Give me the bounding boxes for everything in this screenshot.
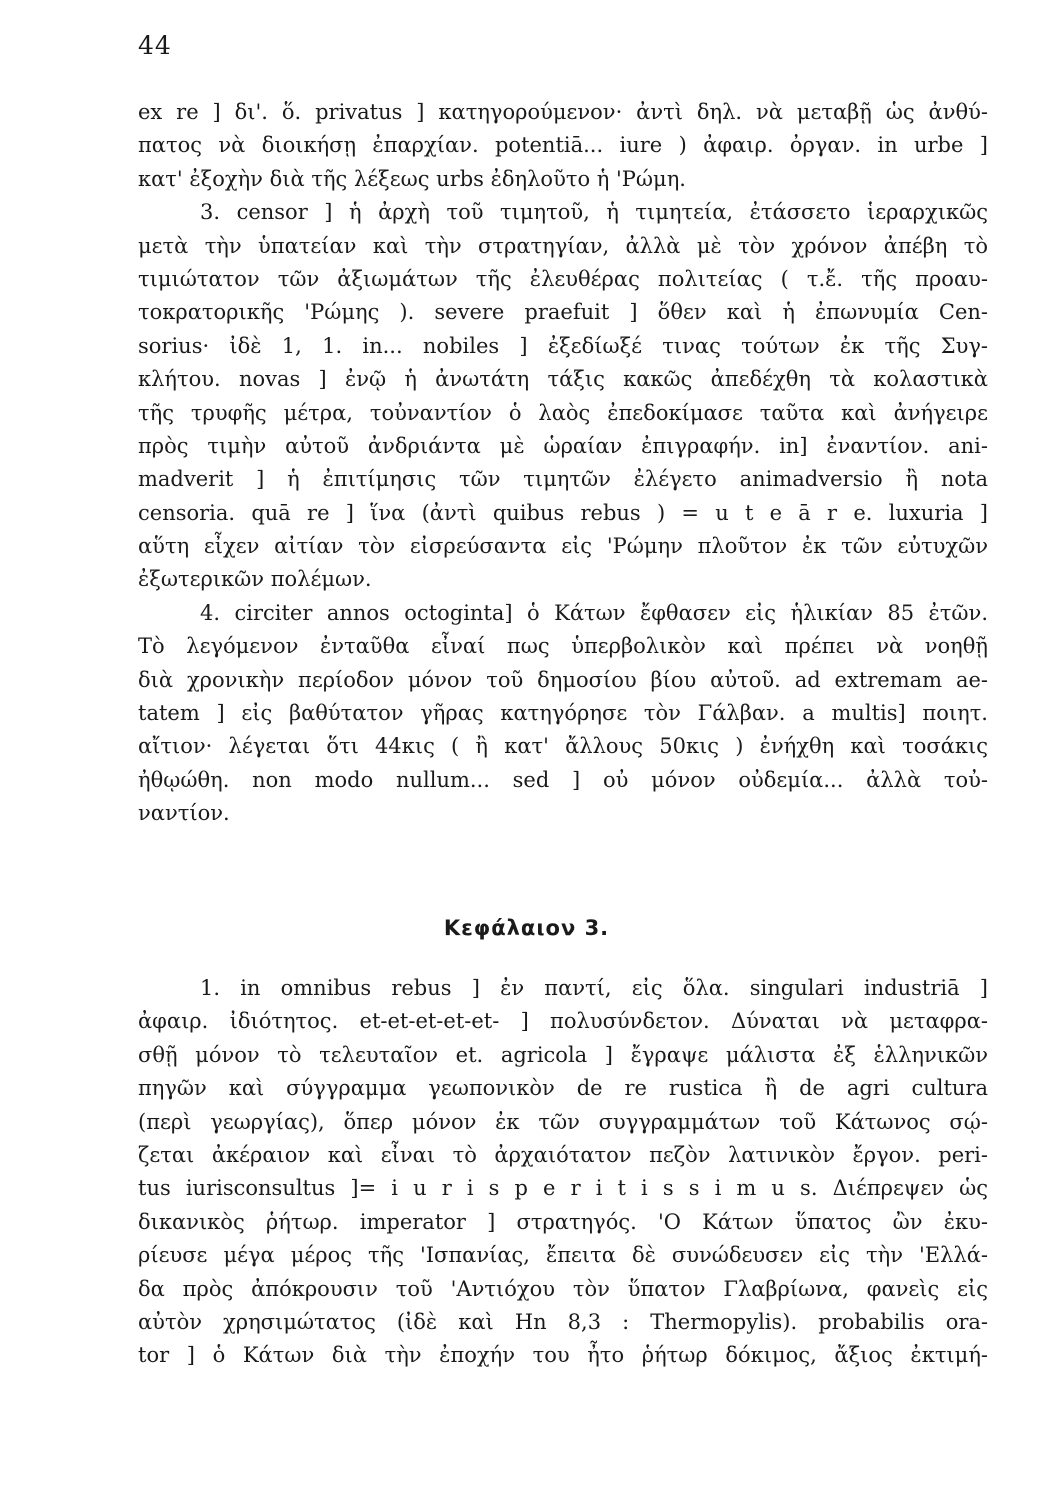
page-number: 44 [138, 31, 172, 60]
text-line: δικανικὸς ῥήτωρ. imperator ] στρατηγός. 'Ο Κάτων ὕπατος ὢν ἐκυ- [138, 1209, 988, 1234]
text-line: Τὸ λεγόμενον ἐνταῦθα εἶναί πως ὑπερβολικὸν καὶ πρέπει νὰ νοηθῇ [138, 634, 988, 659]
text-line: sorius· ἰδὲ 1, 1. in... nobiles ] ἐξεδίωξέ τινας τούτων ἐκ τῆς Συγ- [138, 333, 988, 358]
text-line: censoria. quā re ] ἵνα (ἀντὶ quibus rebus ) = u t e ā r e. luxuria ] [138, 500, 988, 525]
text-line: τοκρατορικῆς 'Ρώμης ). severe praefuit ] ὅθεν καὶ ἡ ἐπωνυμία Cen- [138, 300, 988, 325]
text-line: κλήτου. novas ] ἐνῷ ἡ ἀνωτάτη τάξις κακῶς ἀπεδέχθη τὰ κολαστικὰ [138, 367, 988, 392]
text-line: ναντίον. [138, 801, 230, 826]
text-line: ἀφαιρ. ἰδιότητος. et-et-et-et-et- ] πολυσύνδετον. Δύναται νὰ μεταφρα- [138, 1009, 988, 1034]
text-line: τῆς τρυφῆς μέτρα, τοὐναντίον ὁ λαὸς ἐπεδοκίμασε ταῦτα καὶ ἀνήγειρε [138, 400, 988, 425]
text-line: tor ] ὁ Κάτων διὰ τὴν ἐποχήν του ἦτο ῥήτωρ δόκιμος, ἄξιος ἐκτιμή- [138, 1343, 988, 1368]
commentary-chapter-3 [138, 972, 988, 1373]
text-line: πατος νὰ διοικήσῃ ἐπαρχίαν. potentiā... iure ) ἀφαιρ. ὀργαν. in urbe ] [138, 133, 988, 158]
text-line: μετὰ τὴν ὑπατείαν καὶ τὴν στρατηγίαν, ἀλλὰ μὲ τὸν χρόνον ἀπέβη τὸ [138, 233, 988, 258]
text-line: τιμιώτατον τῶν ἀξιωμάτων τῆς ἐλευθέρας πολιτείας ( τ.ἔ. τῆς προαυ- [138, 266, 988, 291]
text-line: ex re ] δι'. ὅ. privatus ] κατηγορούμενον· ἀντὶ δηλ. νὰ μεταβῇ ὡς ἀνθύ- [138, 100, 988, 124]
text-line: δα πρὸς ἀπόκρουσιν τοῦ 'Αντιόχου τὸν ὕπατον Γλαβρίωνα, φανεὶς εἰς [138, 1276, 988, 1301]
text-line: αὐτὸν χρησιμώτατος (ἰδὲ καὶ Hn 8,3 : Thermopylis). probabilis ora- [138, 1309, 988, 1334]
text-line: (περὶ γεωργίας), ὅπερ μόνον ἐκ τῶν συγγραμμάτων τοῦ Κάτωνος σῴ- [138, 1109, 988, 1134]
text-line: ἐξωτερικῶν πολέμων. [138, 567, 372, 592]
text-line: ρίευσε μέγα μέρος τῆς 'Ισπανίας, ἔπειτα δὲ συνώδευσεν εἰς τὴν 'Ελλά- [138, 1243, 988, 1268]
text-line: tus iurisconsultus ]= i u r i s p e r i t i s s i m u s. Διέπρεψεν ὡς [138, 1176, 988, 1201]
text-line: σθῇ μόνον τὸ τελευταῖον et. agricola ] ἔγραψε μάλιστα ἐξ ἑλληνικῶν [138, 1042, 988, 1067]
chapter-heading: Κεφάλαιον 3. [443, 916, 610, 940]
text-line: 1. in omnibus rebus ] ἐν παντί, εἰς ὅλα. singulari industriā ] [200, 976, 988, 1000]
text-line: πηγῶν καὶ σύγγραμμα γεωπονικὸν de re rustica ἢ de agri cultura [138, 1076, 988, 1101]
text-line: κατ' ἐξοχὴν διὰ τῆς λέξεως urbs ἐδηλοῦτο ἡ 'Ρώμη. [138, 166, 686, 191]
text-line: tatem ] εἰς βαθύτατον γῆρας κατηγόρησε τὸν Γάλβαν. a multis] ποιητ. [138, 701, 988, 726]
text-line: πρὸς τιμὴν αὐτοῦ ἀνδριάντα μὲ ὡραίαν ἐπιγραφήν. in] ἐναντίον. ani- [138, 433, 988, 458]
text-line: ἠθῳώθη. non modo nullum... sed ] οὐ μόνον οὐδεμία... ἀλλὰ τοὐ- [138, 767, 988, 792]
commentary-section-2 [138, 96, 988, 831]
text-line: αὕτη εἶχεν αἰτίαν τὸν εἰσρεύσαντα εἰς 'Ρώμην πλοῦτον ἐκ τῶν εὐτυχῶν [138, 534, 988, 559]
text-line: αἴτιον· λέγεται ὅτι 44κις ( ἢ κατ' ἄλλους 50κις ) ἐνήχθη καὶ τοσάκις [138, 734, 988, 759]
text-line: 4. circiter annos octoginta] ὁ Κάτων ἔφθασεν εἰς ἡλικίαν 85 ἐτῶν. [200, 600, 988, 625]
text-line: ζεται ἀκέραιον καὶ εἶναι τὸ ἀρχαιότατον πεζὸν λατινικὸν ἔργον. peri- [138, 1142, 988, 1167]
text-line: madverit ] ἡ ἐπιτίμησις τῶν τιμητῶν ἐλέγετο animadversio ἢ nota [138, 467, 988, 492]
text-line: 3. censor ] ἡ ἀρχὴ τοῦ τιμητοῦ, ἡ τιμητεία, ἐτάσσετο ἱεραρχικῶς [200, 200, 988, 225]
text-line: διὰ χρονικὴν περίοδον μόνον τοῦ δημοσίου βίου αὐτοῦ. ad extremam ae- [138, 667, 988, 692]
